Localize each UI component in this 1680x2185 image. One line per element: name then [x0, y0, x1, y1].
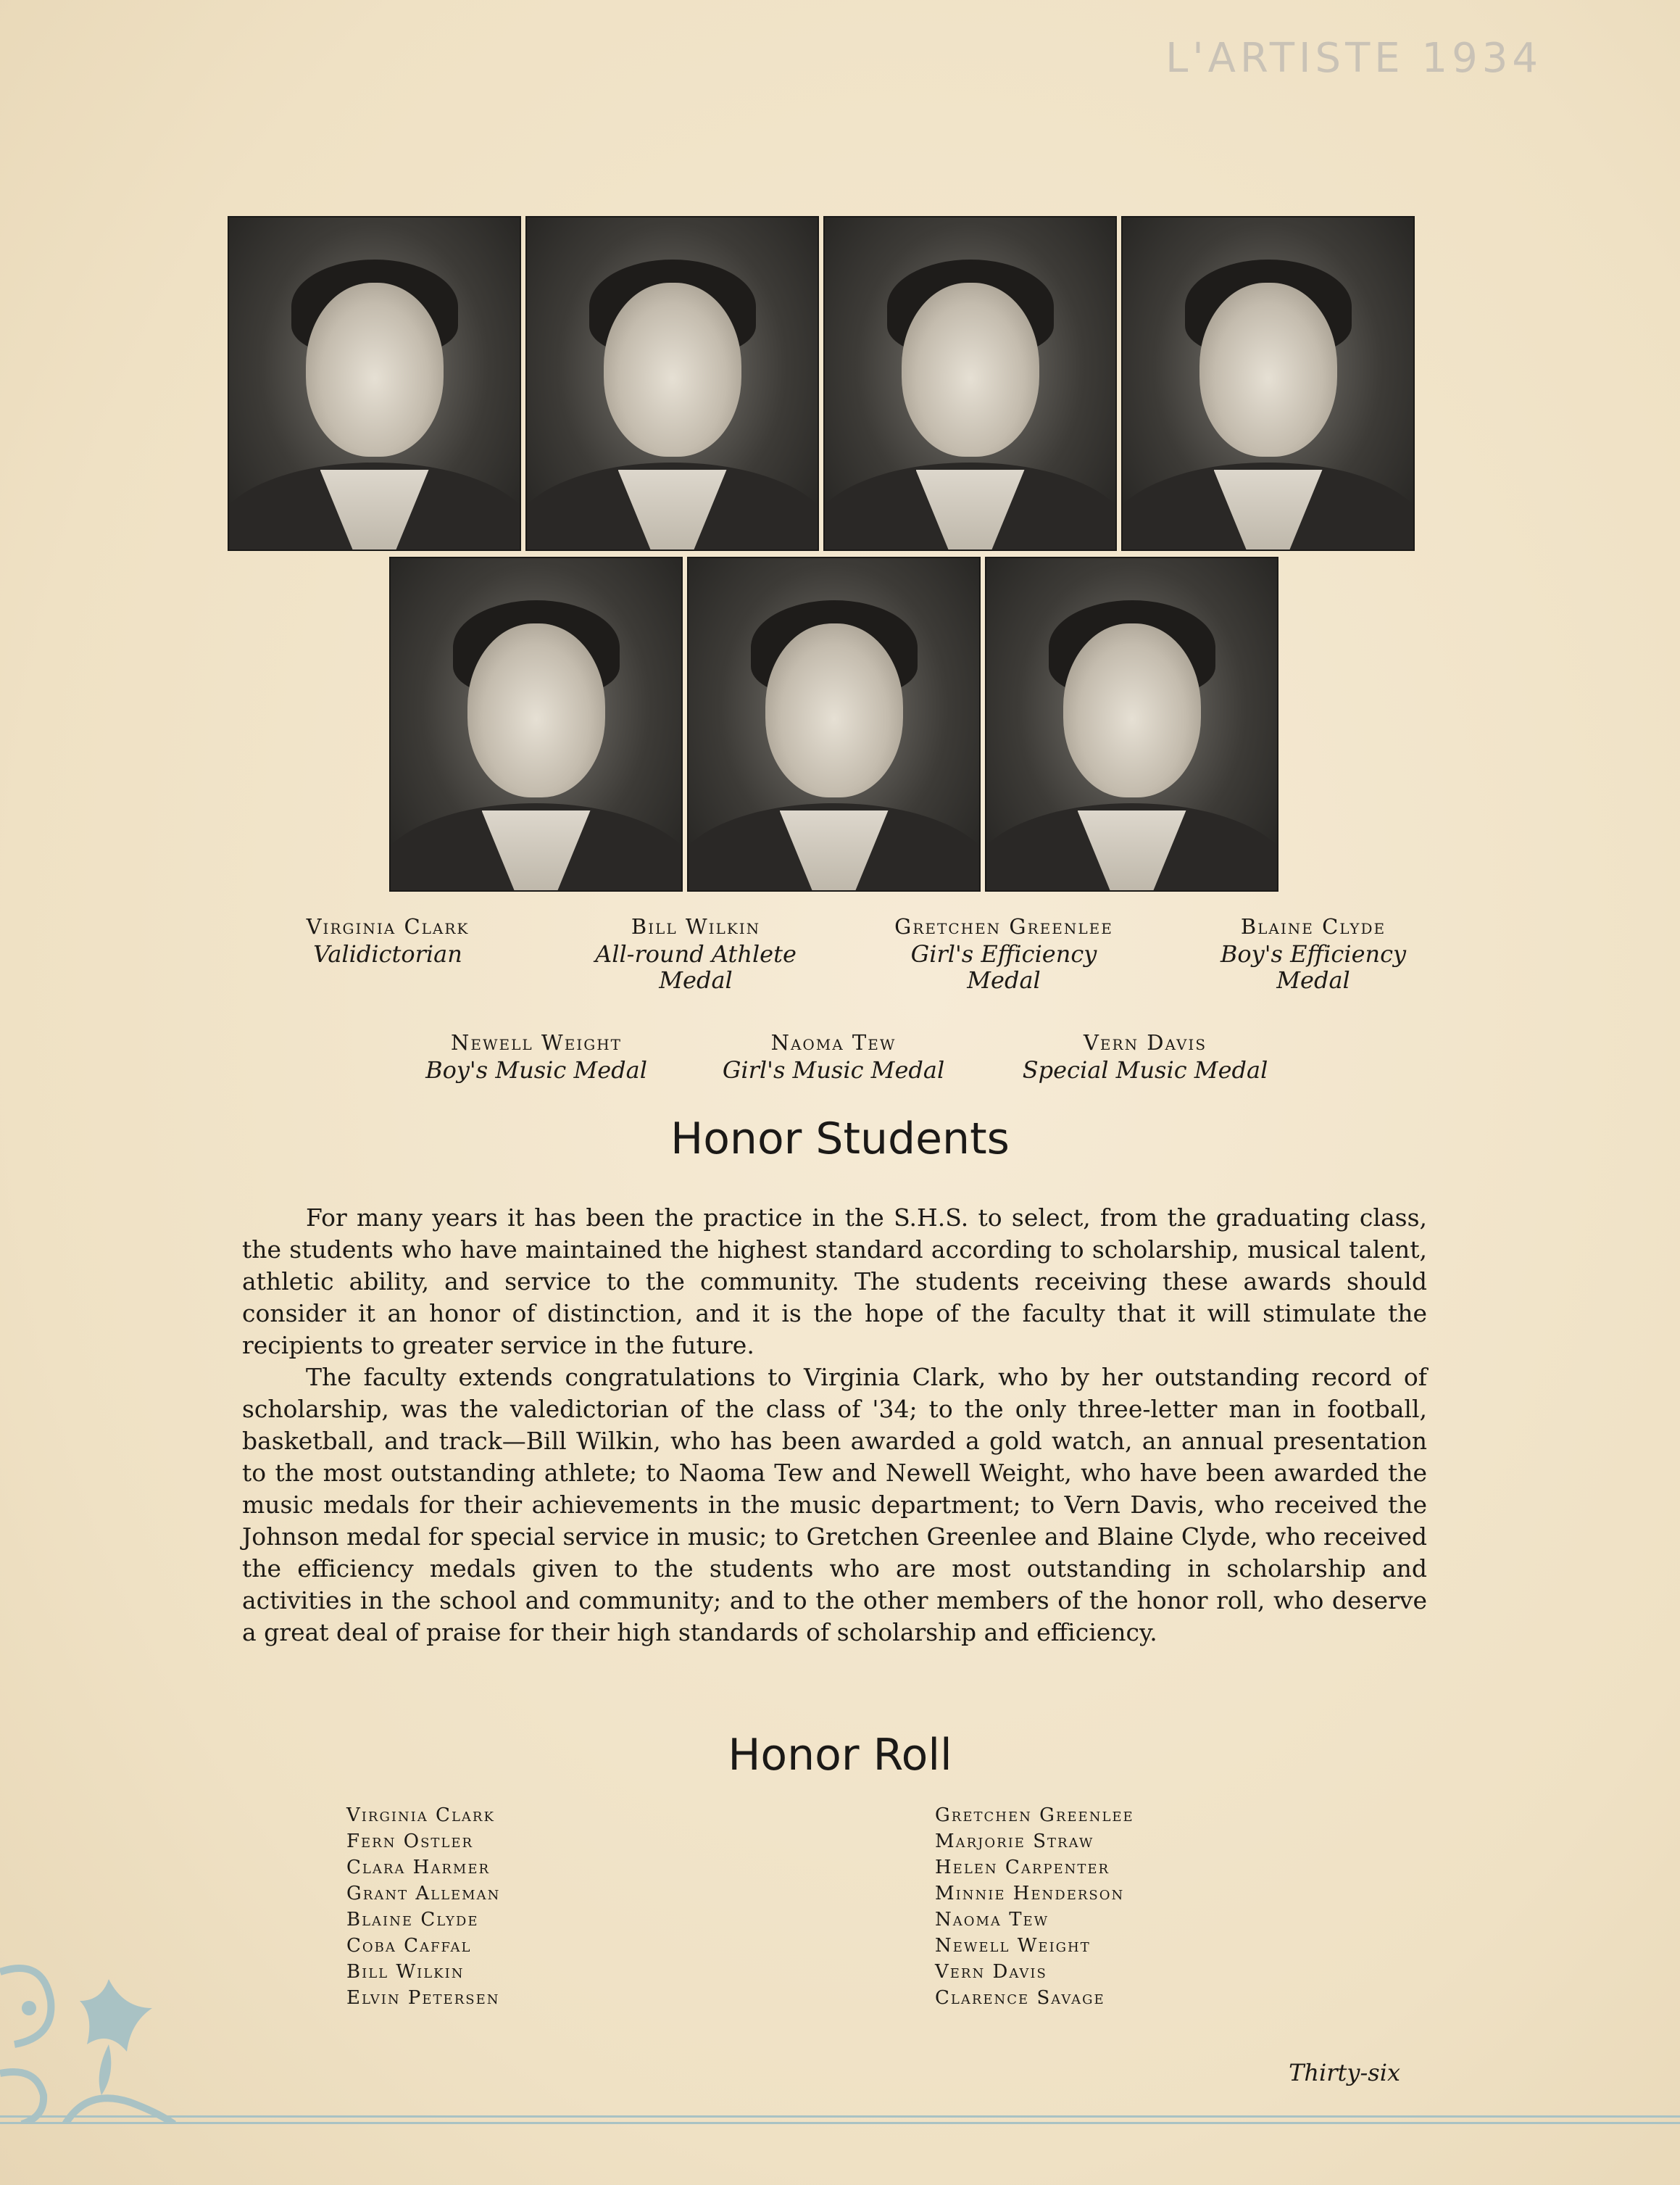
portrait-bill-wilkin	[525, 216, 819, 551]
list-item: Clarence Savage	[935, 1987, 1105, 2009]
section-title: Honor Students	[670, 1114, 1010, 1164]
caption-blaine-clyde	[1168, 912, 1458, 993]
caption-award: Boy's Efficiency Medal	[1220, 940, 1407, 994]
list-item: Helen Carpenter	[935, 1857, 1110, 1878]
list-item: Marjorie Straw	[935, 1830, 1094, 1852]
portrait-vern-davis	[985, 557, 1278, 892]
honor-roll-right-column	[935, 1802, 1134, 2011]
honor-roll-title: Honor Roll	[728, 1730, 952, 1780]
list-item: Virginia Clark	[346, 1804, 495, 1826]
list-item: Coba Caffal	[346, 1935, 472, 1957]
portrait-row-top	[228, 216, 1415, 551]
caption-name: Virginia Clark	[306, 914, 470, 939]
paragraph: The faculty extends congratulations to Virginia Clark, who by her outstanding record of scholarship, was the valedictorian of the class of '34; to the only three-letter man in football, basketball, and track—Bill Wilkin, who has been awarded a gold watch, an annual presentation to the most outstanding athlete; to Naoma Tew and Newell Weight, who have been awarded the music medals for their achievements in the music department; to Vern Davis, who received the Johnson medal for special service in music; to Gretchen Greenlee and Blaine Clyde, who received the efficiency medals given to the students who are most outstanding in scholarship and activities in the school and community; and to the other members of the honor roll, who deserve a great deal of praise for their high standards of scholarship and efficiency.	[242, 1363, 1427, 1646]
caption-gretchen-greenlee	[848, 912, 1160, 993]
portrait-newell-weight	[389, 557, 683, 892]
caption-award: Girl's Efficiency Medal	[910, 940, 1097, 994]
caption-name: Gretchen Greenlee	[894, 914, 1113, 939]
caption-bill-wilkin	[551, 912, 841, 993]
bottom-rule	[0, 2115, 1680, 2118]
honor-roll-left-column	[346, 1802, 500, 2011]
portrait-virginia-clark	[228, 216, 521, 551]
list-item: Bill Wilkin	[346, 1961, 465, 1983]
caption-virginia-clark	[243, 912, 533, 967]
caption-award: All-round Athlete Medal	[595, 940, 797, 994]
running-head: L'ARTISTE 1934	[1165, 35, 1542, 82]
caption-award: Special Music Medal	[1022, 1056, 1268, 1084]
portrait-blaine-clyde	[1121, 216, 1415, 551]
list-item: Clara Harmer	[346, 1857, 491, 1878]
caption-name: Newell Weight	[451, 1030, 622, 1055]
portrait-gretchen-greenlee	[823, 216, 1117, 551]
list-item: Vern Davis	[935, 1961, 1047, 1983]
paragraph: For many years it has been the practice in the S.H.S. to select, from the graduating class, the students who have maintained the highest standard according to scholarship, musical talent, athletic ability, and service to the community. The students receiving these awards should consider it an honor of distinction, and it is the hope of the faculty that it will stimulate the recipients to greater service in the future.	[242, 1203, 1427, 1359]
list-item: Fern Ostler	[346, 1830, 474, 1852]
list-item: Naoma Tew	[935, 1909, 1049, 1931]
list-item: Gretchen Greenlee	[935, 1804, 1134, 1826]
caption-vern-davis	[989, 1028, 1301, 1083]
portrait-row-bottom	[389, 557, 1278, 892]
list-item: Elvin Petersen	[346, 1987, 500, 2009]
list-item: Newell Weight	[935, 1935, 1091, 1957]
caption-naoma-tew	[689, 1028, 978, 1083]
caption-newell-weight	[391, 1028, 681, 1083]
list-item: Minnie Henderson	[935, 1883, 1125, 1904]
page-number: Thirty-six	[1289, 2059, 1400, 2086]
caption-award: Girl's Music Medal	[722, 1056, 945, 1084]
portrait-naoma-tew	[687, 557, 981, 892]
caption-name: Bill Wilkin	[631, 914, 761, 939]
list-item: Grant Alleman	[346, 1883, 501, 1904]
caption-award: Validictorian	[313, 940, 462, 968]
fleur-ornament-icon	[0, 1928, 181, 2124]
caption-name: Blaine Clyde	[1240, 914, 1386, 939]
list-item: Blaine Clyde	[346, 1909, 479, 1931]
section-body	[242, 1202, 1427, 1649]
caption-name: Vern Davis	[1083, 1030, 1207, 1055]
caption-name: Naoma Tew	[770, 1030, 897, 1055]
caption-award: Boy's Music Medal	[425, 1056, 647, 1084]
